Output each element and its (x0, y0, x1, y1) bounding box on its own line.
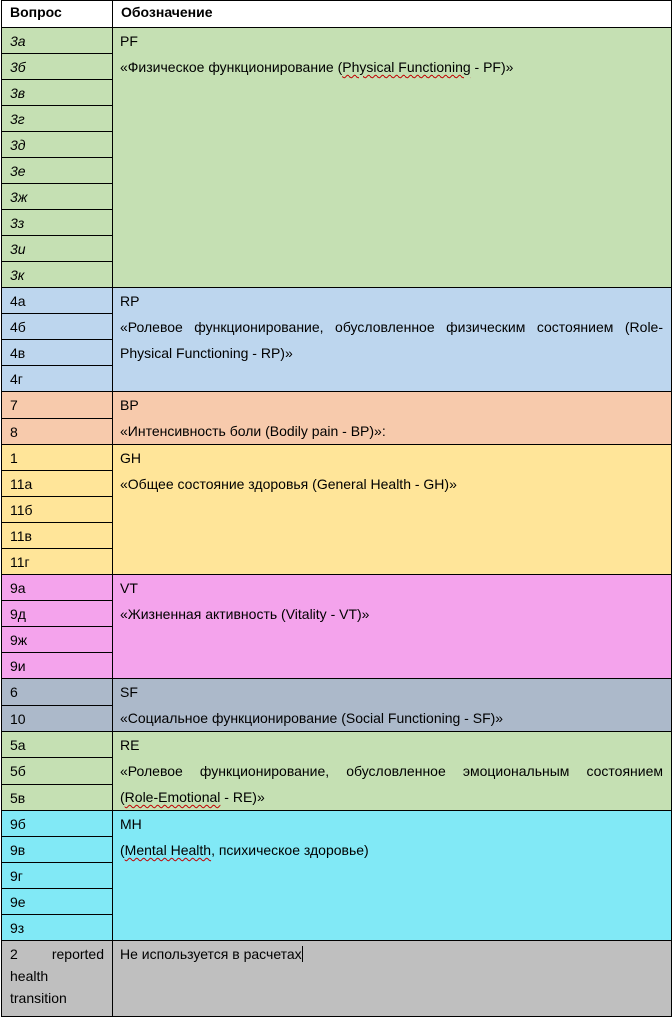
question-cell: 3г (2, 106, 113, 132)
description-text[interactable]: Не используется в расчетах (120, 946, 302, 962)
table-row (2, 392, 672, 419)
question-cell: 9д (2, 601, 113, 627)
designation-cell-bp (113, 392, 672, 445)
question-cell: 9б (2, 811, 113, 837)
scale-code: GH (120, 450, 141, 466)
scale-code: VT (120, 580, 138, 596)
question-cell: 3д (2, 132, 113, 158)
question-cell: 3а (2, 28, 113, 54)
header-question: Вопрос (2, 1, 113, 28)
table-row (2, 288, 672, 314)
question-cell: 3б (2, 54, 113, 80)
table-row (2, 679, 672, 706)
scale-name: «Социальное функционирование (Social Functioning - SF)» (120, 710, 504, 726)
question-cell: 4в (2, 340, 113, 366)
header-row (2, 1, 672, 28)
scale-name: «Жизненная активность (Vitality - VT)» (120, 606, 370, 622)
question-cell: 9г (2, 863, 113, 889)
table-row-health-transition (2, 941, 672, 1017)
table-row (2, 28, 672, 54)
question-cell: 9а (2, 575, 113, 601)
scale-name: «Общее состояние здоровья (General Health - GH)» (120, 476, 457, 492)
question-cell: 1 (2, 445, 113, 471)
scale-name-line2: (Role-Emotional - RE)» (120, 789, 265, 805)
scale-name: «Физическое функционирование (Physical Functioning - PF)» (120, 59, 514, 75)
table-row (2, 445, 672, 471)
scale-code: RE (120, 737, 140, 753)
designation-cell-re (113, 732, 672, 811)
question-cell: 4б (2, 314, 113, 340)
designation-cell-vt (113, 575, 672, 679)
table-row (2, 732, 672, 758)
question-cell: 5б (2, 758, 113, 784)
question-cell: 9е (2, 889, 113, 915)
header-designation: Обозначение (113, 1, 672, 28)
text-caret (302, 946, 303, 962)
question-cell: 5а (2, 732, 113, 758)
question-cell: 3з (2, 210, 113, 236)
question-cell: 11а (2, 471, 113, 497)
question-cell: 3ж (2, 184, 113, 210)
question-cell: 8 (2, 418, 113, 445)
question-cell: 9ж (2, 627, 113, 653)
question-cell: 11в (2, 523, 113, 549)
question-cell: 3к (2, 262, 113, 288)
designation-cell-sf (113, 679, 672, 732)
table-row (2, 575, 672, 601)
scale-code: MH (120, 816, 142, 832)
question-cell: 9и (2, 653, 113, 679)
question-cell: 5в (2, 784, 113, 810)
table-row (2, 811, 672, 837)
question-cell: 9в (2, 837, 113, 863)
designation-cell-pf (113, 28, 672, 288)
scale-name-line1: «Ролевое функционирование, обусловленное эмоциональным состоянием (120, 763, 663, 779)
question-cell: 3е (2, 158, 113, 184)
question-cell: 4а (2, 288, 113, 314)
questionnaire-scales-table (1, 0, 672, 1017)
scale-name: «Интенсивность боли (Bodily pain - BP)»: (120, 423, 386, 439)
question-cell: 7 (2, 392, 113, 419)
scale-code: BP (120, 397, 139, 413)
designation-cell-unused[interactable] (113, 941, 672, 1017)
designation-cell-gh (113, 445, 672, 575)
question-cell: 11б (2, 497, 113, 523)
question-cell: 9з (2, 915, 113, 941)
scale-code: SF (120, 684, 138, 700)
scale-name-line1: «Ролевое функционирование, обусловленное физическим состоянием (Role- (120, 319, 663, 335)
question-cell: 3и (2, 236, 113, 262)
scale-name-line2: Physical Functioning - RP)» (120, 345, 293, 361)
question-cell: 3в (2, 80, 113, 106)
designation-cell-mh (113, 811, 672, 941)
scale-name: (Mental Health, психическое здоровье) (120, 842, 369, 858)
question-cell: 6 (2, 679, 113, 706)
question-cell: 2 reported health transition (2, 941, 113, 1017)
question-cell: 10 (2, 705, 113, 732)
designation-cell-rp (113, 288, 672, 392)
question-cell: 11г (2, 549, 113, 575)
question-cell: 4г (2, 366, 113, 392)
scale-code: RP (120, 293, 140, 309)
scale-code: PF (120, 33, 138, 49)
